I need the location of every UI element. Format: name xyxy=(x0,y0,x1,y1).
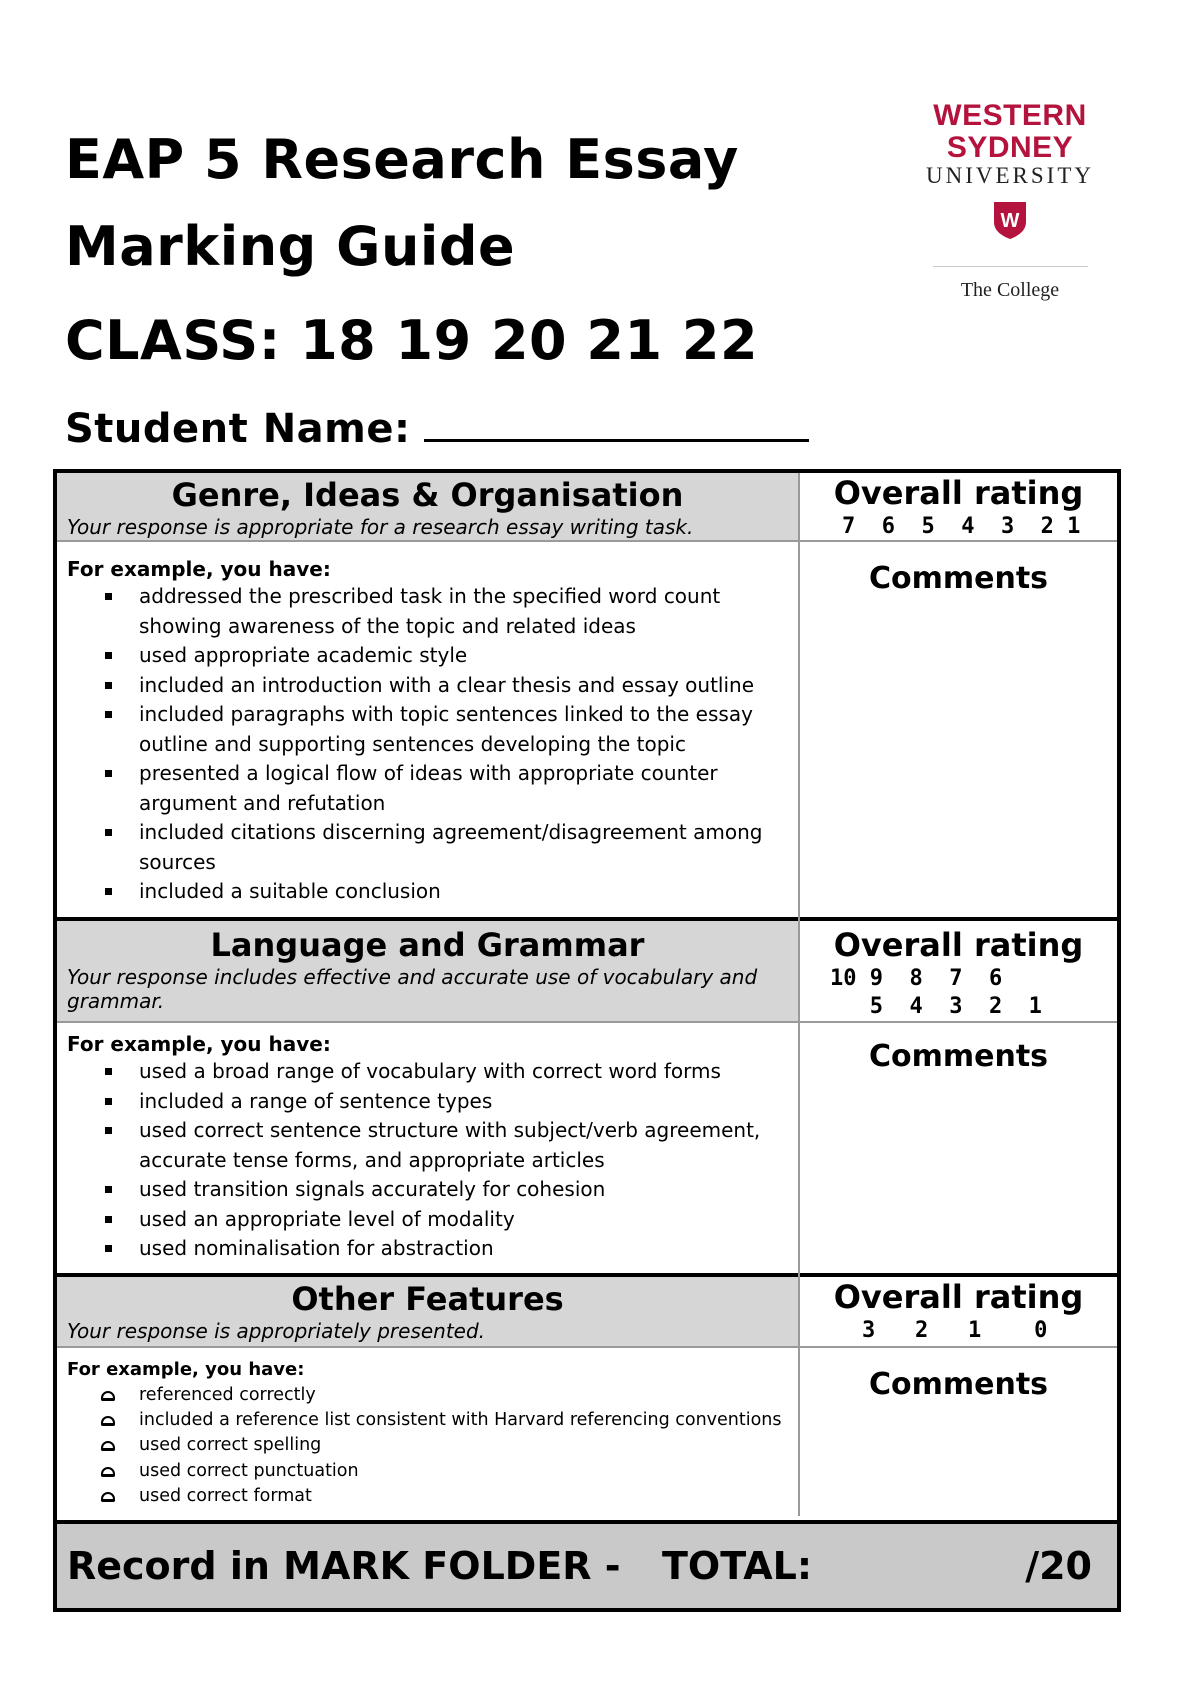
list-item: presented a logical flow of ideas with appropriate counter argument and refutation xyxy=(57,759,798,818)
section-genre-header xyxy=(57,473,798,540)
rating-scale[interactable]: 10 9 8 7 6 xyxy=(830,966,1003,991)
for-example-label: For example, you have: xyxy=(67,1359,305,1380)
logo-college: The College xyxy=(960,279,1060,301)
section-language-header xyxy=(57,921,798,1021)
criteria-list xyxy=(57,1057,798,1264)
logo-university: UNIVERSITY xyxy=(926,163,1094,188)
section-other-criteria xyxy=(57,1357,798,1509)
list-item: included a suitable conclusion xyxy=(57,877,798,907)
rating-scale[interactable]: 7 6 5 4 3 2 1 xyxy=(842,514,1081,539)
shield-icon xyxy=(992,200,1028,240)
svg-text:W: W xyxy=(1000,210,1020,232)
list-item: included a range of sentence types xyxy=(57,1087,798,1117)
list-item: used correct sentence structure with subject/verb agreement, accurate tense forms, and appropriate articles xyxy=(57,1116,798,1175)
rating-title: Overall rating xyxy=(833,474,1084,512)
for-example-label: For example, you have: xyxy=(67,1032,331,1056)
document-subtitle: Marking Guide xyxy=(65,215,516,278)
comments-other[interactable]: Comments xyxy=(868,1367,1049,1402)
bullet-icon xyxy=(101,1441,115,1451)
logo-brand: WESTERN SYDNEY xyxy=(933,99,1087,164)
section-genre-criteria xyxy=(57,556,798,907)
column-divider xyxy=(798,473,800,1516)
section-other-header xyxy=(57,1277,798,1346)
rating-genre xyxy=(800,473,1117,540)
section-title: Genre, Ideas & Organisation xyxy=(171,476,684,514)
list-item: included a reference list consistent with Harvard referencing conventions xyxy=(57,1408,798,1433)
bullet-icon xyxy=(101,1467,115,1477)
comments-language[interactable]: Comments xyxy=(868,1039,1049,1074)
class-line: CLASS: 18 19 20 21 22 xyxy=(65,309,759,372)
list-item: used nominalisation for abstraction xyxy=(57,1234,798,1264)
total-bar xyxy=(57,1520,1117,1608)
student-name-label: Student Name: xyxy=(65,406,411,452)
criteria-list xyxy=(57,1383,798,1509)
section-language-criteria xyxy=(57,1031,798,1264)
bullet-icon xyxy=(101,1391,115,1401)
list-item: included an introduction with a clear thesis and essay outline xyxy=(57,671,798,701)
list-item: used correct punctuation xyxy=(57,1459,798,1484)
bullet-icon xyxy=(101,1492,115,1502)
criteria-list xyxy=(57,582,798,907)
for-example-label: For example, you have: xyxy=(67,557,331,581)
rating-title: Overall rating xyxy=(833,1278,1084,1316)
rating-other xyxy=(800,1277,1117,1346)
rating-title: Overall rating xyxy=(833,926,1084,964)
section-title: Other Features xyxy=(291,1280,564,1318)
section-subtitle: Your response includes effective and accurate use of vocabulary and grammar. xyxy=(67,965,758,1013)
rating-scale[interactable]: 5 4 3 2 1 xyxy=(830,994,1042,1019)
section-subtitle: Your response is appropriately presented. xyxy=(67,1319,486,1343)
student-name-blank[interactable] xyxy=(424,401,809,442)
list-item: used a broad range of vocabulary with correct word forms xyxy=(57,1057,798,1087)
bullet-icon xyxy=(101,1416,115,1426)
document-title: EAP 5 Research Essay xyxy=(65,128,739,191)
logo-divider xyxy=(933,266,1088,267)
rating-scale[interactable]: 3 2 1 0 xyxy=(862,1318,1048,1343)
list-item: addressed the prescribed task in the specified word count showing awareness of the topic and related ideas xyxy=(57,582,798,641)
list-item: used an appropriate level of modality xyxy=(57,1205,798,1235)
list-item: included paragraphs with topic sentences linked to the essay outline and supporting sentences developing the topic xyxy=(57,700,798,759)
record-label: Record in MARK FOLDER - xyxy=(67,1544,621,1588)
total-label: TOTAL: xyxy=(662,1544,813,1588)
list-item: used correct spelling xyxy=(57,1433,798,1458)
rating-language xyxy=(800,921,1117,1021)
marking-rubric xyxy=(53,469,1121,1612)
total-score[interactable]: /20 xyxy=(1025,1544,1092,1588)
comments-genre[interactable]: Comments xyxy=(868,561,1049,596)
list-item: used correct format xyxy=(57,1484,798,1509)
student-name-row xyxy=(65,401,809,452)
list-item: included citations discerning agreement/disagreement among sources xyxy=(57,818,798,877)
section-title: Language and Grammar xyxy=(210,926,645,964)
list-item: used appropriate academic style xyxy=(57,641,798,671)
list-item: used transition signals accurately for cohesion xyxy=(57,1175,798,1205)
university-logo xyxy=(870,100,1150,302)
section-subtitle: Your response is appropriate for a research essay writing task. xyxy=(67,515,694,539)
list-item: referenced correctly xyxy=(57,1383,798,1408)
